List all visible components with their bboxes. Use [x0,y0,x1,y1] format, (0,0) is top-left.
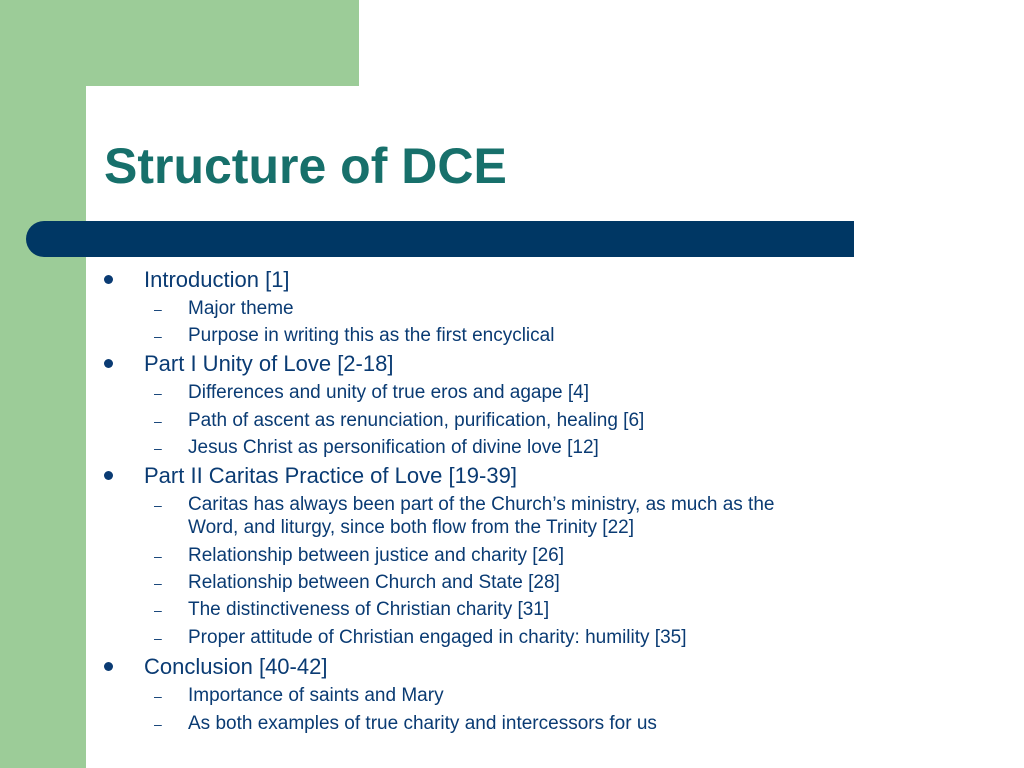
bullet-text: Conclusion [40-42] [144,654,328,679]
sub-bullet-text: The distinctiveness of Christian charity [31] [188,599,550,620]
sub-bullet-text: Relationship between Church and State [28] [188,572,560,593]
sub-bullet-text: Relationship between justice and charity [26] [188,545,565,566]
dash-icon: – [154,328,162,344]
sub-bullet-text: Proper attitude of Christian engaged in charity: humility [35] [188,627,687,648]
bullet-part-one [144,351,393,377]
bullet-dot-icon [104,275,113,284]
sub-bullet-church-state [154,572,560,594]
dash-icon: – [154,385,162,401]
sub-bullet-intercessors [154,713,657,735]
dash-icon: – [154,688,162,704]
sub-bullet-saints-mary [154,685,444,707]
sub-bullet-justice-charity [154,545,565,567]
sub-bullet-text: Importance of saints and Mary [188,685,444,706]
bullet-dot-icon [104,359,113,368]
dash-icon: – [154,716,162,732]
sub-bullet-text: Word, and liturgy, since both flow from the Trinity [22] [188,517,634,538]
title-underline-bar [26,221,854,257]
dash-icon: – [154,301,162,317]
sub-bullet-humility [154,627,687,649]
sub-bullet-text: Caritas has always been part of the Church’s ministry, as much as the [188,494,775,515]
sub-bullet-path-of-ascent [154,410,645,432]
decorative-green-sidebar [0,0,86,768]
bullet-text: Part II Caritas Practice of Love [19-39] [144,463,517,488]
dash-icon: – [154,575,162,591]
sub-bullet-text: Differences and unity of true eros and agape [4] [188,382,590,403]
dash-icon: – [154,548,162,564]
sub-bullet-text: As both examples of true charity and intercessors for us [188,713,657,734]
dash-icon: – [154,630,162,646]
slide-title: Structure of DCE [104,138,507,194]
dash-icon: – [154,440,162,456]
bullet-conclusion [144,654,327,680]
dash-icon: – [154,413,162,429]
bullet-dot-icon [104,471,113,480]
sub-bullet-major-theme [154,298,294,320]
bullet-part-two [144,463,517,489]
dash-icon: – [154,497,162,513]
sub-bullet-text: Path of ascent as renunciation, purification, healing [6] [188,410,645,431]
bullet-introduction [144,267,290,293]
sub-bullet-text: Purpose in writing this as the first encyclical [188,325,555,346]
sub-bullet-jesus-christ [154,437,599,459]
sub-bullet-caritas-continuation [188,517,634,539]
sub-bullet-text: Jesus Christ as personification of divine love [12] [188,437,599,458]
bullet-text: Part I Unity of Love [2-18] [144,351,394,376]
bullet-text: Introduction [1] [144,267,290,292]
bullet-dot-icon [104,662,113,671]
sub-bullet-distinctiveness [154,599,550,621]
decorative-green-top-band [0,0,359,86]
sub-bullet-purpose [154,325,555,347]
sub-bullet-caritas-ministry [154,494,775,516]
dash-icon: – [154,602,162,618]
sub-bullet-text: Major theme [188,298,294,319]
sub-bullet-eros-agape [154,382,590,404]
